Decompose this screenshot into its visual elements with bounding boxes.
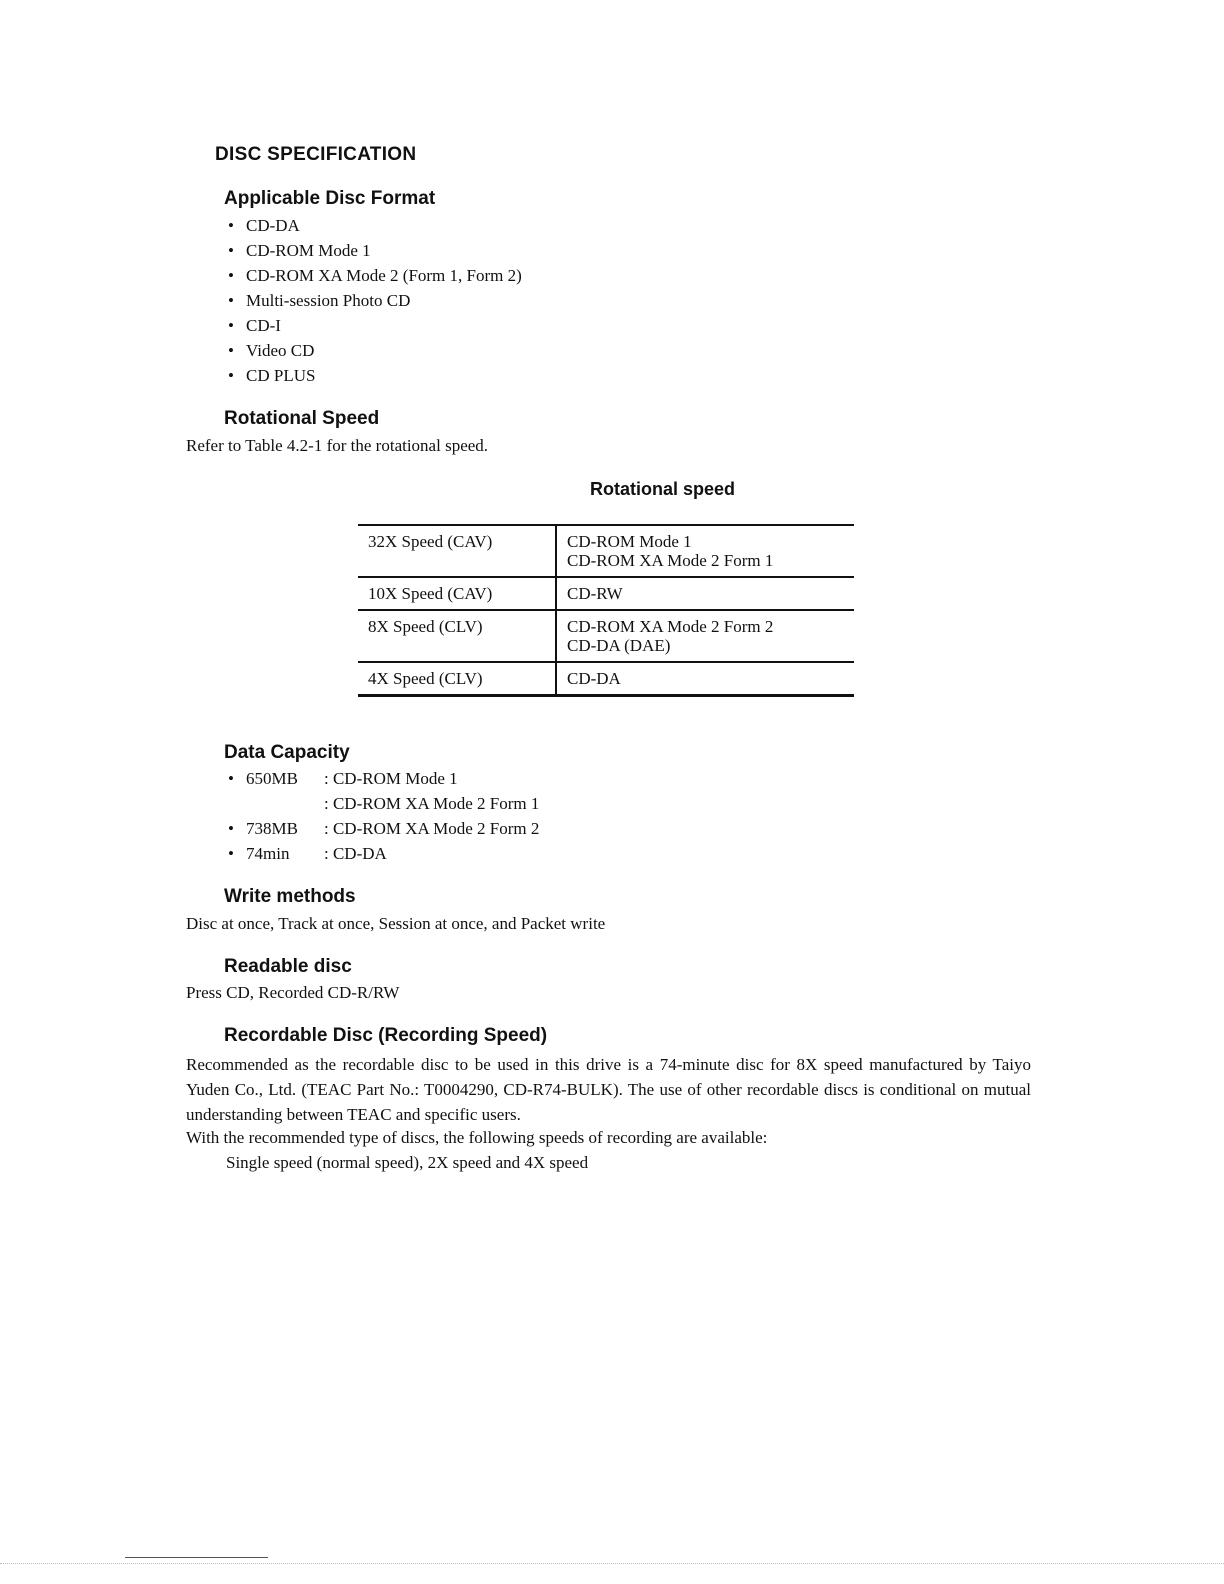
list-item: • Multi-session Photo CD: [228, 291, 411, 310]
table-row: [358, 525, 854, 577]
list-item: • CD-I: [228, 316, 281, 335]
capacity-heading: Data Capacity: [224, 742, 350, 763]
format-line: CD-ROM XA Mode 2 Form 2: [567, 617, 774, 636]
recordable-paragraph: Recommended as the recordable disc to be used in this drive is a 74-minute disc for 8X speed manufactured by Taiyo Yuden Co., Ltd. (TEAC Part No.: T0004290, CD-R74-BULK). The use of other recordable discs is conditional on mutual understanding between TEAC and specific users.: [186, 1055, 1031, 1124]
recordable-speeds-intro: With the recommended type of discs, the following speeds of recording are available:: [186, 1128, 768, 1147]
format-cell: [556, 610, 854, 662]
speed-cell: 32X Speed (CAV): [358, 525, 556, 577]
format-line: CD-DA: [567, 669, 621, 688]
format-line: CD-ROM Mode 1: [567, 532, 692, 551]
list-item: • CD-ROM Mode 1: [228, 241, 371, 260]
rotational-text: Refer to Table 4.2-1 for the rotational speed.: [186, 436, 489, 455]
write-text: Disc at once, Track at once, Session at once, and Packet write: [186, 914, 606, 933]
capacity-value: : CD-ROM Mode 1: [324, 769, 458, 788]
list-item: • CD PLUS: [228, 366, 316, 385]
format-line: CD-DA (DAE): [567, 636, 671, 655]
table-row: [358, 662, 854, 696]
list-item: • Video CD: [228, 341, 315, 360]
speed-cell: 8X Speed (CLV): [358, 610, 556, 662]
rotational-speed-table: [358, 524, 854, 697]
readable-heading: Readable disc: [224, 956, 352, 977]
list-item: • CD-DA: [228, 216, 300, 235]
rotational-heading: Rotational Speed: [224, 408, 380, 429]
list-item: • CD-ROM XA Mode 2 (Form 1, Form 2): [228, 266, 522, 285]
capacity-value: : CD-DA: [324, 844, 387, 863]
recordable-heading: Recordable Disc (Recording Speed): [224, 1025, 548, 1046]
list-item: • 738MB: [228, 819, 298, 838]
footer-rule: [125, 1557, 268, 1558]
list-item: • 650MB: [228, 769, 298, 788]
applicable-heading: Applicable Disc Format: [224, 188, 436, 209]
format-cell: [556, 662, 854, 696]
write-heading: Write methods: [224, 886, 356, 907]
format-cell: [556, 577, 854, 610]
readable-text: Press CD, Recorded CD-R/RW: [186, 983, 400, 1002]
section-title: DISC SPECIFICATION: [215, 144, 417, 165]
list-item: • 74min: [228, 844, 290, 863]
speed-cell: 10X Speed (CAV): [358, 577, 556, 610]
capacity-value: : CD-ROM XA Mode 2 Form 1: [324, 794, 540, 813]
recordable-speeds: Single speed (normal speed), 2X speed and 4X speed: [226, 1153, 589, 1172]
table-row: [358, 577, 854, 610]
format-cell: [556, 525, 854, 577]
format-line: CD-ROM XA Mode 2 Form 1: [567, 551, 774, 570]
speed-cell: 4X Speed (CLV): [358, 662, 556, 696]
table-caption: Rotational speed: [590, 479, 736, 499]
format-line: CD-RW: [567, 584, 623, 603]
capacity-value: : CD-ROM XA Mode 2 Form 2: [324, 819, 540, 838]
table-row: [358, 610, 854, 662]
scan-edge-line: [0, 1563, 1224, 1564]
